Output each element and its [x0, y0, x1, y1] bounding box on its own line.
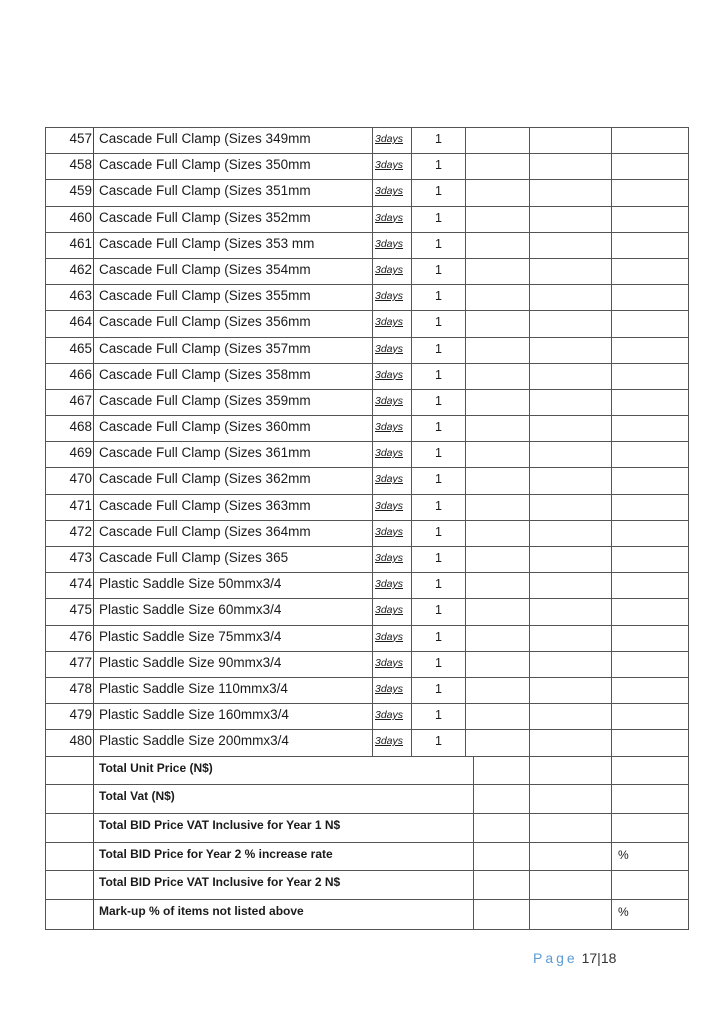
unit-price-cell[interactable]	[466, 442, 530, 467]
summary-value-c[interactable]: %	[618, 904, 629, 919]
table-row	[46, 233, 688, 259]
item-description: Plastic Saddle Size 200mmx3/4	[94, 730, 373, 755]
table-row	[46, 416, 688, 442]
vat-cell[interactable]	[530, 652, 612, 677]
vat-cell[interactable]	[530, 547, 612, 572]
item-number: 471	[46, 495, 94, 520]
vat-cell[interactable]	[530, 311, 612, 336]
item-quantity: 1	[412, 468, 466, 493]
total-cell[interactable]	[612, 652, 688, 677]
summary-blank	[46, 814, 94, 842]
item-number: 460	[46, 207, 94, 232]
summary-value-c[interactable]	[612, 757, 688, 785]
total-cell[interactable]	[612, 311, 688, 336]
item-lead-time: 3days	[373, 311, 412, 336]
item-number: 480	[46, 730, 94, 755]
item-quantity: 1	[412, 154, 466, 179]
item-lead-time: 3days	[373, 416, 412, 441]
item-description: Plastic Saddle Size 50mmx3/4	[94, 573, 373, 598]
item-lead-time: 3days	[373, 233, 412, 258]
item-lead-time: 3days	[373, 678, 412, 703]
summary-value-b[interactable]	[530, 785, 612, 813]
item-lead-time: 3days	[373, 285, 412, 310]
unit-price-cell[interactable]	[466, 416, 530, 441]
unit-price-cell[interactable]	[466, 128, 530, 153]
table-row	[46, 180, 688, 206]
table-row	[46, 678, 688, 704]
summary-value-b[interactable]	[530, 843, 612, 871]
summary-blank	[46, 757, 94, 785]
item-number: 462	[46, 259, 94, 284]
item-number: 459	[46, 180, 94, 205]
summary-value-a[interactable]	[474, 785, 530, 813]
vat-cell[interactable]	[530, 573, 612, 598]
item-lead-time: 3days	[373, 730, 412, 755]
item-quantity: 1	[412, 573, 466, 598]
vat-cell[interactable]	[530, 180, 612, 205]
unit-price-cell[interactable]	[466, 626, 530, 651]
table-row	[46, 207, 688, 233]
item-quantity: 1	[412, 180, 466, 205]
item-description: Plastic Saddle Size 110mmx3/4	[94, 678, 373, 703]
summary-label: Total Unit Price (N$)	[94, 757, 474, 785]
item-number: 469	[46, 442, 94, 467]
item-number: 464	[46, 311, 94, 336]
item-lead-time: 3days	[373, 364, 412, 389]
unit-price-cell[interactable]	[466, 338, 530, 363]
item-number: 458	[46, 154, 94, 179]
item-quantity: 1	[412, 128, 466, 153]
summary-row	[46, 871, 688, 900]
vat-cell[interactable]	[530, 599, 612, 624]
item-number: 457	[46, 128, 94, 153]
vat-cell[interactable]	[530, 364, 612, 389]
summary-label: Total BID Price VAT Inclusive for Year 1 N$	[94, 814, 474, 842]
total-cell[interactable]	[612, 521, 688, 546]
item-quantity: 1	[412, 704, 466, 729]
table-row	[46, 704, 688, 730]
table-row	[46, 128, 688, 154]
item-number: 466	[46, 364, 94, 389]
unit-price-cell[interactable]	[466, 285, 530, 310]
table-row	[46, 468, 688, 494]
item-number: 465	[46, 338, 94, 363]
item-quantity: 1	[412, 521, 466, 546]
total-cell[interactable]	[612, 547, 688, 572]
total-cell[interactable]	[612, 416, 688, 441]
table-row	[46, 390, 688, 416]
summary-label: Mark-up % of items not listed above	[94, 900, 474, 929]
item-quantity: 1	[412, 207, 466, 232]
item-quantity: 1	[412, 259, 466, 284]
item-number: 474	[46, 573, 94, 598]
unit-price-cell[interactable]	[466, 311, 530, 336]
table-row	[46, 495, 688, 521]
total-cell[interactable]	[612, 207, 688, 232]
item-description: Cascade Full Clamp (Sizes 349mm	[94, 128, 373, 153]
item-quantity: 1	[412, 599, 466, 624]
summary-value-a[interactable]	[474, 843, 530, 871]
item-description: Cascade Full Clamp (Sizes 362mm	[94, 468, 373, 493]
unit-price-cell[interactable]	[466, 207, 530, 232]
item-quantity: 1	[412, 547, 466, 572]
item-lead-time: 3days	[373, 390, 412, 415]
summary-label: Total BID Price VAT Inclusive for Year 2 N$	[94, 871, 474, 899]
item-number: 478	[46, 678, 94, 703]
unit-price-cell[interactable]	[466, 704, 530, 729]
table-row	[46, 573, 688, 599]
item-number: 470	[46, 468, 94, 493]
item-quantity: 1	[412, 416, 466, 441]
item-description: Plastic Saddle Size 60mmx3/4	[94, 599, 373, 624]
unit-price-cell[interactable]	[466, 364, 530, 389]
item-quantity: 1	[412, 442, 466, 467]
item-lead-time: 3days	[373, 626, 412, 651]
item-quantity: 1	[412, 311, 466, 336]
page-current: 17	[581, 950, 598, 966]
item-quantity: 1	[412, 233, 466, 258]
total-cell[interactable]	[612, 364, 688, 389]
summary-blank	[46, 900, 94, 929]
vat-cell[interactable]	[530, 704, 612, 729]
item-quantity: 1	[412, 652, 466, 677]
item-quantity: 1	[412, 364, 466, 389]
item-lead-time: 3days	[373, 495, 412, 520]
item-number: 461	[46, 233, 94, 258]
item-lead-time: 3days	[373, 128, 412, 153]
item-number: 475	[46, 599, 94, 624]
summary-value-b[interactable]	[530, 871, 612, 899]
unit-price-cell[interactable]	[466, 495, 530, 520]
summary-blank	[46, 843, 94, 871]
table-row	[46, 364, 688, 390]
vat-cell[interactable]	[530, 259, 612, 284]
total-cell[interactable]	[612, 128, 688, 153]
vat-cell[interactable]	[530, 207, 612, 232]
vat-cell[interactable]	[530, 495, 612, 520]
item-lead-time: 3days	[373, 259, 412, 284]
unit-price-cell[interactable]	[466, 468, 530, 493]
total-cell[interactable]	[612, 599, 688, 624]
unit-price-cell[interactable]	[466, 233, 530, 258]
summary-row	[46, 785, 688, 814]
total-cell[interactable]	[612, 442, 688, 467]
item-rows	[46, 128, 688, 757]
table-row	[46, 285, 688, 311]
item-number: 463	[46, 285, 94, 310]
item-description: Cascade Full Clamp (Sizes 353 mm	[94, 233, 373, 258]
table-row	[46, 259, 688, 285]
unit-price-cell[interactable]	[466, 573, 530, 598]
unit-price-cell[interactable]	[466, 180, 530, 205]
summary-value-b[interactable]	[530, 814, 612, 842]
vat-cell[interactable]	[530, 128, 612, 153]
table-row	[46, 442, 688, 468]
item-lead-time: 3days	[373, 704, 412, 729]
page-footer	[533, 950, 616, 966]
item-quantity: 1	[412, 390, 466, 415]
item-lead-time: 3days	[373, 468, 412, 493]
vat-cell[interactable]	[530, 442, 612, 467]
summary-value-b[interactable]	[530, 757, 612, 785]
vat-cell[interactable]	[530, 626, 612, 651]
item-lead-time: 3days	[373, 207, 412, 232]
summary-label: Total Vat (N$)	[94, 785, 474, 813]
total-cell[interactable]	[612, 678, 688, 703]
vat-cell[interactable]	[530, 338, 612, 363]
vat-cell[interactable]	[530, 390, 612, 415]
summary-value-c[interactable]	[612, 785, 688, 813]
item-lead-time: 3days	[373, 547, 412, 572]
item-description: Cascade Full Clamp (Sizes 363mm	[94, 495, 373, 520]
vat-cell[interactable]	[530, 730, 612, 755]
item-quantity: 1	[412, 338, 466, 363]
summary-rows	[46, 757, 688, 929]
summary-value-a[interactable]	[474, 871, 530, 899]
unit-price-cell[interactable]	[466, 154, 530, 179]
summary-value-b[interactable]	[530, 900, 612, 929]
table-row	[46, 311, 688, 337]
vat-cell[interactable]	[530, 521, 612, 546]
item-description: Cascade Full Clamp (Sizes 354mm	[94, 259, 373, 284]
item-lead-time: 3days	[373, 180, 412, 205]
item-description: Cascade Full Clamp (Sizes 358mm	[94, 364, 373, 389]
table-row	[46, 521, 688, 547]
table-row	[46, 730, 688, 756]
table-row	[46, 652, 688, 678]
unit-price-cell[interactable]	[466, 599, 530, 624]
total-cell[interactable]	[612, 285, 688, 310]
summary-blank	[46, 785, 94, 813]
table-row	[46, 626, 688, 652]
unit-price-cell[interactable]	[466, 521, 530, 546]
total-cell[interactable]	[612, 259, 688, 284]
item-number: 467	[46, 390, 94, 415]
unit-price-cell[interactable]	[466, 678, 530, 703]
item-quantity: 1	[412, 730, 466, 755]
unit-price-cell[interactable]	[466, 730, 530, 755]
item-description: Cascade Full Clamp (Sizes 355mm	[94, 285, 373, 310]
item-description: Plastic Saddle Size 160mmx3/4	[94, 704, 373, 729]
item-number: 473	[46, 547, 94, 572]
total-cell[interactable]	[612, 180, 688, 205]
item-lead-time: 3days	[373, 338, 412, 363]
item-lead-time: 3days	[373, 573, 412, 598]
item-number: 477	[46, 652, 94, 677]
vat-cell[interactable]	[530, 285, 612, 310]
item-lead-time: 3days	[373, 521, 412, 546]
total-cell[interactable]	[612, 390, 688, 415]
item-description: Cascade Full Clamp (Sizes 359mm	[94, 390, 373, 415]
item-description: Plastic Saddle Size 90mmx3/4	[94, 652, 373, 677]
vat-cell[interactable]	[530, 678, 612, 703]
item-quantity: 1	[412, 285, 466, 310]
total-cell[interactable]	[612, 704, 688, 729]
summary-label: Total BID Price for Year 2 % increase rate	[94, 843, 474, 871]
page-separator: |	[597, 950, 601, 966]
summary-value-a[interactable]	[474, 900, 530, 929]
summary-value-a[interactable]	[474, 814, 530, 842]
item-description: Cascade Full Clamp (Sizes 356mm	[94, 311, 373, 336]
item-lead-time: 3days	[373, 154, 412, 179]
summary-row	[46, 843, 688, 872]
item-number: 468	[46, 416, 94, 441]
total-cell[interactable]	[612, 233, 688, 258]
item-description: Cascade Full Clamp (Sizes 350mm	[94, 154, 373, 179]
vat-cell[interactable]	[530, 468, 612, 493]
item-number: 476	[46, 626, 94, 651]
item-quantity: 1	[412, 495, 466, 520]
unit-price-cell[interactable]	[466, 547, 530, 572]
item-lead-time: 3days	[373, 652, 412, 677]
price-schedule-table	[45, 127, 689, 930]
table-row	[46, 547, 688, 573]
item-description: Cascade Full Clamp (Sizes 361mm	[94, 442, 373, 467]
page-word: Page	[533, 950, 578, 966]
item-number: 472	[46, 521, 94, 546]
item-lead-time: 3days	[373, 599, 412, 624]
item-description: Cascade Full Clamp (Sizes 360mm	[94, 416, 373, 441]
summary-value-c[interactable]	[612, 814, 688, 842]
summary-value-c[interactable]: %	[618, 847, 629, 862]
item-description: Cascade Full Clamp (Sizes 365	[94, 547, 373, 572]
table-row	[46, 154, 688, 180]
summary-row	[46, 757, 688, 786]
summary-blank	[46, 871, 94, 899]
item-description: Cascade Full Clamp (Sizes 352mm	[94, 207, 373, 232]
item-description: Cascade Full Clamp (Sizes 357mm	[94, 338, 373, 363]
item-quantity: 1	[412, 626, 466, 651]
item-lead-time: 3days	[373, 442, 412, 467]
item-description: Cascade Full Clamp (Sizes 364mm	[94, 521, 373, 546]
total-cell[interactable]	[612, 626, 688, 651]
table-row	[46, 599, 688, 625]
summary-value-a[interactable]	[474, 757, 530, 785]
page-total: 18	[600, 950, 617, 966]
item-number: 479	[46, 704, 94, 729]
total-cell[interactable]	[612, 730, 688, 755]
vat-cell[interactable]	[530, 233, 612, 258]
vat-cell[interactable]	[530, 154, 612, 179]
item-description: Cascade Full Clamp (Sizes 351mm	[94, 180, 373, 205]
unit-price-cell[interactable]	[466, 390, 530, 415]
summary-row	[46, 814, 688, 843]
item-quantity: 1	[412, 678, 466, 703]
unit-price-cell[interactable]	[466, 652, 530, 677]
total-cell[interactable]	[612, 495, 688, 520]
item-description: Plastic Saddle Size 75mmx3/4	[94, 626, 373, 651]
total-cell[interactable]	[612, 338, 688, 363]
unit-price-cell[interactable]	[466, 259, 530, 284]
table-row	[46, 338, 688, 364]
total-cell[interactable]	[612, 573, 688, 598]
summary-row	[46, 900, 688, 929]
total-cell[interactable]	[612, 468, 688, 493]
vat-cell[interactable]	[530, 416, 612, 441]
summary-value-c[interactable]	[612, 871, 688, 899]
total-cell[interactable]	[612, 154, 688, 179]
